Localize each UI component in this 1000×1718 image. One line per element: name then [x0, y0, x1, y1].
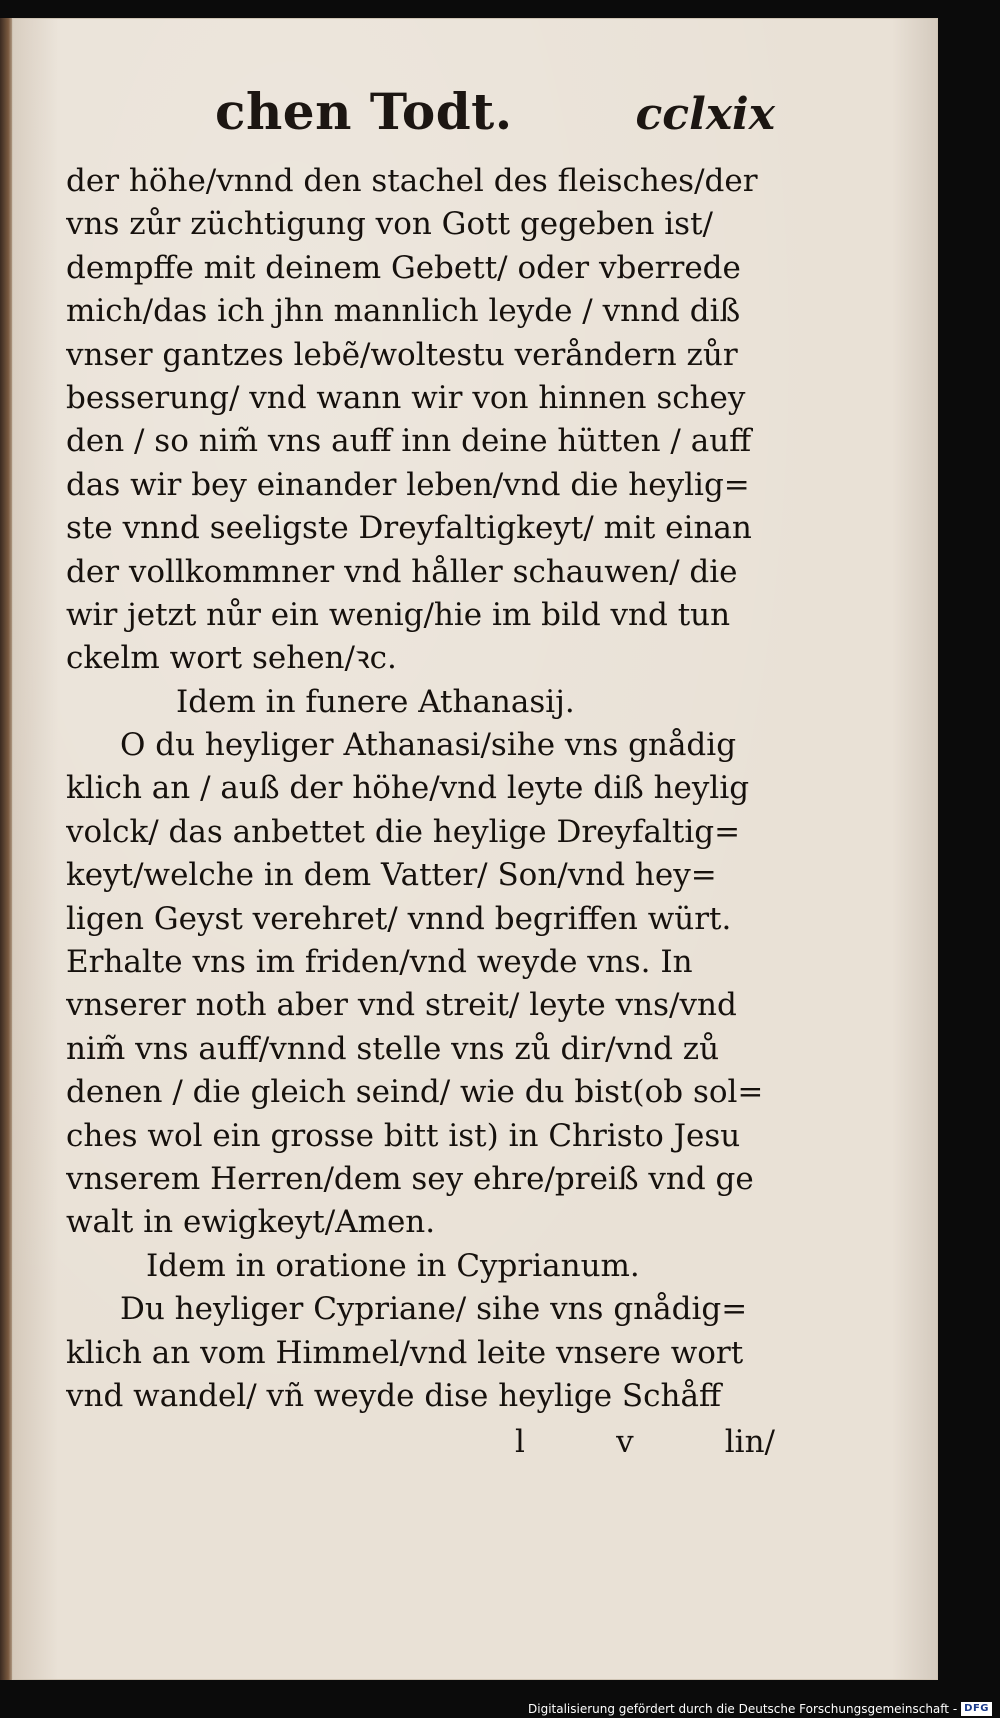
running-title: chen Todt. [215, 82, 513, 141]
text-line: der höhe/vnnd den stachel des fleisches/der [66, 163, 758, 199]
text-line: vnserem Herren/dem sey ehre/preiß vnd ge [66, 1160, 754, 1197]
text-line: O du heyliger Athanasi/sihe vns gnådig [120, 727, 737, 764]
text-line: das wir bey einander leben/vnd die heylig= [66, 466, 750, 503]
text-line: vns zůr züchtigung von Gott gegeben ist/ [66, 206, 713, 243]
text-line: ckelm wort sehen/ꝛc. [66, 640, 397, 677]
text-line: Erhalte vns im friden/vnd weyde vns. In [66, 944, 693, 981]
digitization-footer [528, 1702, 992, 1716]
text-line: vnd wandel/ vñ weyde dise heylige Schåff [66, 1377, 721, 1414]
text-line: klich an vom Himmel/vnd leite vnsere wort [66, 1334, 744, 1371]
text-line: ligen Geyst verehret/ vnnd begriffen würt. [66, 900, 732, 937]
section-heading: Idem in funere Athanasij. [176, 683, 575, 720]
text-line: ches wol ein grosse bitt ist) in Christo Jesu [66, 1117, 741, 1154]
text-line: volck/ das anbettet die heylige Dreyfaltig= [66, 813, 741, 850]
text-line: ste vnnd seeligste Dreyfaltigkeyt/ mit einan [66, 510, 752, 547]
text-line: Du heyliger Cypriane/ sihe vns gnådig= [120, 1291, 748, 1328]
signature-number: v [616, 1424, 634, 1460]
catchword: lin/ [724, 1424, 775, 1460]
text-line: der vollkommner vnd håller schauwen/ die [66, 553, 738, 590]
text-line: keyt/welche in dem Vatter/ Son/vnd hey= [66, 857, 717, 894]
signature-mark: l [515, 1424, 525, 1460]
text-line: vnserer noth aber vnd streit/ leyte vns/vnd [66, 987, 737, 1024]
text-block [66, 160, 778, 1418]
funding-credit: Digitalisierung gefördert durch die Deutsche Forschungsgemeinschaft - [528, 1702, 958, 1716]
text-line: denen / die gleich seind/ wie du bist(ob sol= [66, 1074, 764, 1111]
section-heading: Idem in oratione in Cyprianum. [146, 1247, 640, 1284]
dfg-logo: DFG [961, 1702, 992, 1716]
catchline [515, 1424, 775, 1460]
folio-number: cclxix [635, 89, 775, 140]
text-line: besserung/ vnd wann wir von hinnen schey [66, 379, 746, 416]
text-line: walt in ewigkeyt/Amen. [66, 1204, 436, 1241]
text-line: vnser gantzes lebẽ/woltestu veråndern zůr [66, 336, 738, 373]
text-line: wir jetzt nůr ein wenig/hie im bild vnd tun [66, 596, 731, 633]
text-line: mich/das ich jhn mannlich leyde / vnnd diß [66, 293, 741, 330]
running-head [215, 82, 775, 141]
text-line: klich an / auß der höhe/vnd leyte diß heylig [66, 770, 750, 807]
text-line: nim̃ vns auff/vnnd stelle vns zů dir/vnd zů [66, 1030, 720, 1067]
text-line: dempffe mit deinem Gebett/ oder vberrede [66, 249, 741, 286]
text-line: den / so nim̃ vns auff inn deine hütten / auff [66, 423, 752, 460]
